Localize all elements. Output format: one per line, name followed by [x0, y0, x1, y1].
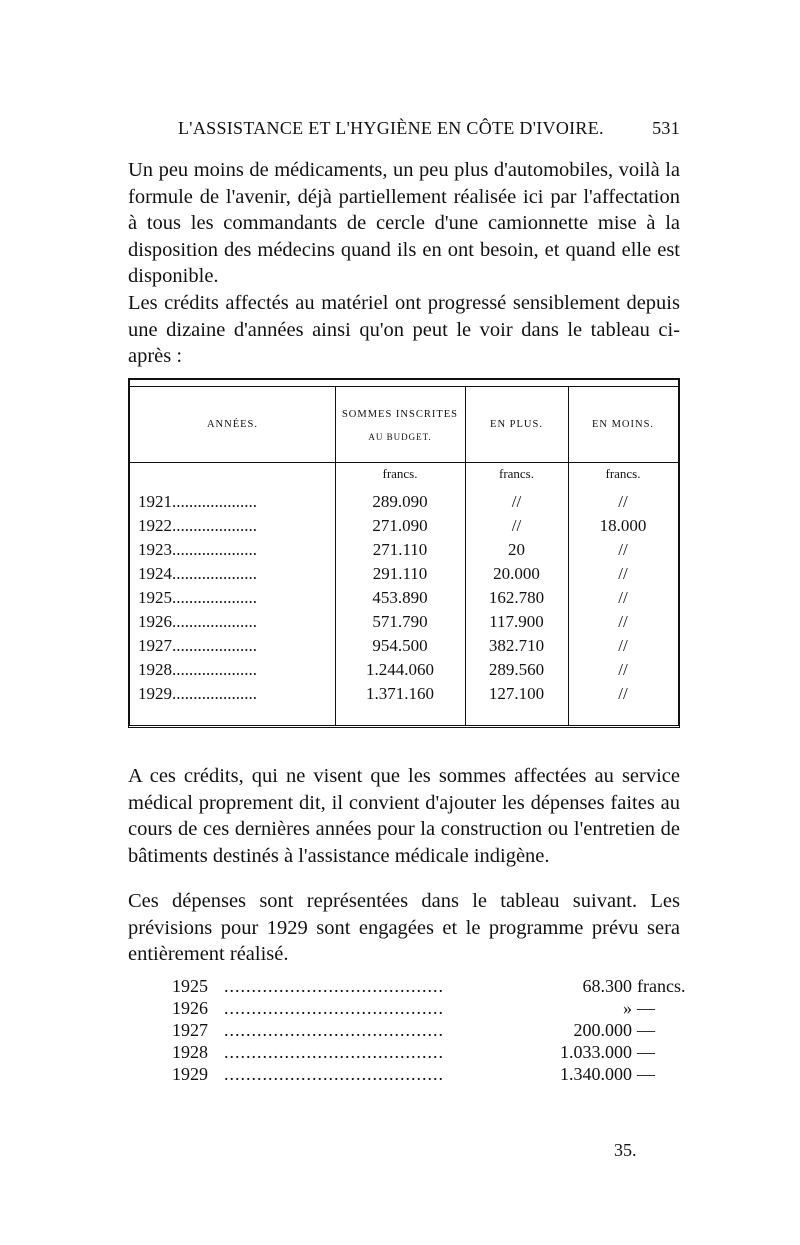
dot-leader: ........................................ — [224, 1020, 444, 1040]
expense-year: 1928 — [172, 1042, 208, 1062]
table-row — [130, 564, 678, 588]
row-plus: 20 — [508, 540, 525, 559]
row-moins: // — [618, 684, 628, 703]
unit-plus: francs. — [498, 466, 534, 481]
row-budget: 289.090 — [372, 492, 428, 511]
row-moins: // — [618, 564, 628, 583]
paragraph-1: Un peu moins de médicaments, un peu plus d'automobiles, voilà la formule de l'avenir, déjà partiellement réalisée ici par l'affectation à tous les commandants de cercle d'une camionnette mise à la disposition des médecins quand ils en ont besoin, et quand elle est disponible. — [128, 159, 680, 288]
page-number-bottom: 35. — [614, 1140, 637, 1160]
table-row — [130, 660, 678, 684]
dot-leader: .................... — [172, 588, 257, 607]
table-header-rule — [130, 462, 678, 463]
row-plus: 289.560 — [488, 660, 545, 679]
running-header — [178, 118, 680, 139]
table-row — [130, 492, 678, 516]
col-header-en-plus: EN PLUS. — [490, 419, 543, 430]
row-year: 1926.................... — [138, 612, 257, 631]
dot-leader: ........................................ — [224, 1064, 444, 1084]
row-moins: // — [618, 540, 628, 559]
table-row — [130, 516, 678, 540]
col-header-sommes: SOMMES INSCRITES — [341, 409, 459, 420]
table-row — [130, 588, 678, 612]
row-moins: // — [618, 492, 628, 511]
paragraph-2: Les crédits affectés au matériel ont progressé sensiblement depuis une dizaine d'années ainsi qu'on peut le voir dans le tableau ci-après : — [128, 292, 680, 368]
unit-budget: francs. — [382, 466, 418, 481]
expense-year: 1929 — [172, 1064, 208, 1084]
dot-leader: .................... — [172, 516, 257, 535]
row-plus: 162.780 — [488, 588, 545, 607]
row-plus: 117.900 — [489, 612, 544, 631]
row-budget: 271.090 — [372, 516, 428, 535]
dot-leader: .................... — [172, 636, 257, 655]
expense-unit: — — [637, 1042, 655, 1062]
expense-amount: » — [623, 998, 632, 1018]
table-row — [130, 684, 678, 708]
row-budget: 571.790 — [372, 612, 428, 631]
row-moins: // — [618, 588, 628, 607]
row-moins: // — [618, 612, 628, 631]
expense-amount: 1.033.000 — [560, 1042, 632, 1062]
row-plus: // — [511, 492, 522, 511]
dot-leader: .................... — [172, 540, 257, 559]
row-budget: 453.890 — [372, 588, 428, 607]
list-item — [172, 1064, 682, 1086]
expense-year: 1927 — [172, 1020, 208, 1040]
row-moins: 18.000 — [599, 516, 647, 535]
table-inner-rule — [130, 386, 678, 387]
paragraph-3: A ces crédits, qui ne visent que les sommes affectées au service médical proprement dit, il convient d'ajouter les dépenses faites au cours de ces dernières années pour la construction ou l'entretien de bâtiments destinés à l'assistance médicale indigène. — [128, 765, 680, 867]
expense-unit: francs. — [637, 976, 686, 996]
row-year: 1928.................... — [138, 660, 257, 679]
expense-unit: — — [637, 1020, 655, 1040]
running-title: L'ASSISTANCE ET L'HYGIÈNE EN CÔTE D'IVOIRE. — [178, 118, 604, 138]
row-moins: // — [618, 660, 628, 679]
expense-amount: 68.300 — [582, 976, 632, 996]
expenses-list — [172, 976, 686, 1086]
dot-leader: .................... — [172, 492, 257, 511]
dot-leader: .................... — [172, 684, 257, 703]
dot-leader: ........................................ — [224, 976, 444, 996]
row-budget: 271.110 — [372, 540, 428, 559]
row-budget: 954.500 — [372, 636, 428, 655]
list-item — [172, 998, 682, 1020]
dot-leader: .................... — [172, 612, 257, 631]
row-plus: 382.710 — [488, 636, 545, 655]
row-year: 1922.................... — [138, 516, 257, 535]
row-year: 1924.................... — [138, 564, 257, 583]
dot-leader: ........................................ — [224, 998, 444, 1018]
table-row — [130, 540, 678, 564]
expense-unit: — — [637, 998, 655, 1018]
list-item — [172, 1042, 682, 1064]
row-plus: 20.000 — [493, 564, 540, 583]
expense-amount: 1.340.000 — [560, 1064, 632, 1084]
table-row — [130, 636, 678, 660]
row-year: 1921.................... — [138, 492, 257, 511]
dot-leader: ........................................ — [224, 1042, 444, 1062]
row-moins: // — [618, 636, 628, 655]
list-item — [172, 1020, 682, 1042]
col-header-budget: AU BUDGET. — [368, 432, 432, 442]
row-plus: 127.100 — [488, 684, 545, 703]
list-item — [172, 976, 686, 998]
expense-unit: — — [637, 1064, 655, 1084]
row-year: 1923.................... — [138, 540, 257, 559]
row-year: 1929.................... — [138, 684, 257, 703]
credits-table — [128, 378, 680, 728]
dot-leader: .................... — [172, 660, 257, 679]
page-number-top: 531 — [652, 118, 680, 138]
expense-amount: 200.000 — [573, 1020, 632, 1040]
col-header-en-moins: EN MOINS. — [591, 419, 655, 430]
table-row — [130, 612, 678, 636]
expense-year: 1926 — [172, 998, 208, 1018]
paragraph-4: Ces dépenses sont représentées dans le tableau suivant. Les prévisions pour 1929 sont engagées et le programme prévu sera entièrement réalisé. — [128, 890, 680, 966]
col-header-annees: ANNÉES. — [206, 419, 259, 430]
row-year: 1927.................... — [138, 636, 257, 655]
row-plus: // — [511, 516, 522, 535]
row-budget: 1.371.160 — [366, 684, 434, 703]
unit-moins: francs. — [605, 466, 641, 481]
row-budget: 1.244.060 — [366, 660, 434, 679]
row-year: 1925.................... — [138, 588, 257, 607]
dot-leader: .................... — [172, 564, 257, 583]
row-budget: 291.110 — [372, 564, 428, 583]
expense-year: 1925 — [172, 976, 208, 996]
